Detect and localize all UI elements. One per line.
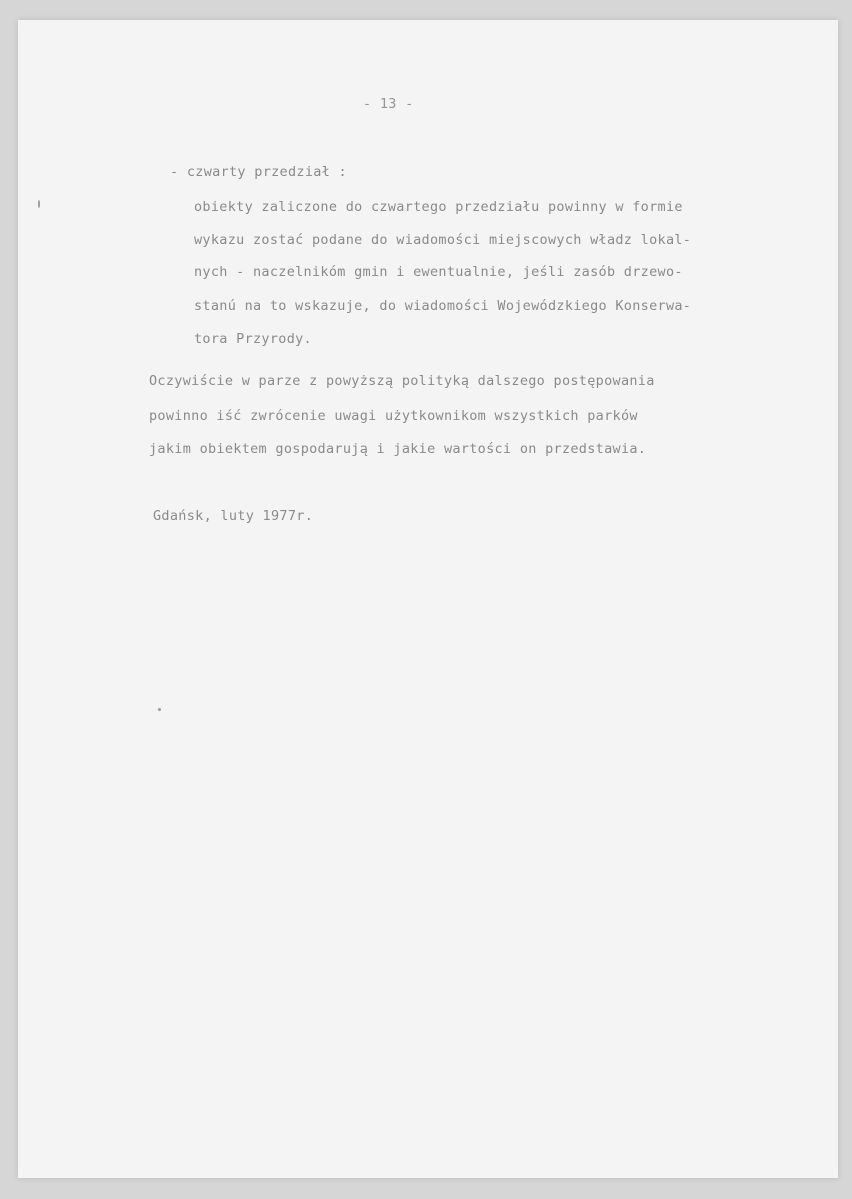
- scan-speck: [38, 200, 40, 208]
- section-heading: - czwarty przedział :: [170, 164, 347, 180]
- paragraph-line: jakim obiektem gospodarują i jakie wartości on przedstawia.: [149, 441, 647, 457]
- page-number: - 13 -: [363, 96, 414, 112]
- section-body-line: obiekty zaliczone do czwartego przedziału powinny w formie: [194, 199, 683, 215]
- section-body-line: tora Przyrody.: [194, 331, 312, 347]
- paragraph-line: powinno iść zwrócenie uwagi użytkownikom wszystkich parków: [149, 408, 638, 424]
- place-date: Gdańsk, luty 1977r.: [153, 508, 314, 524]
- paragraph-line: Oczywiście w parze z powyższą polityką dalszego postępowania: [149, 373, 655, 389]
- scan-speck: [158, 708, 161, 711]
- section-body-line: nych - naczelnikóm gmin i ewentualnie, jeśli zasób drzewo-: [194, 264, 683, 280]
- section-body-line: stanú na to wskazuje, do wiadomości Wojewódzkiego Konserwa-: [194, 298, 692, 314]
- document-page: [18, 20, 838, 1178]
- section-body-line: wykazu zostać podane do wiadomości miejscowych władz lokal-: [194, 232, 692, 248]
